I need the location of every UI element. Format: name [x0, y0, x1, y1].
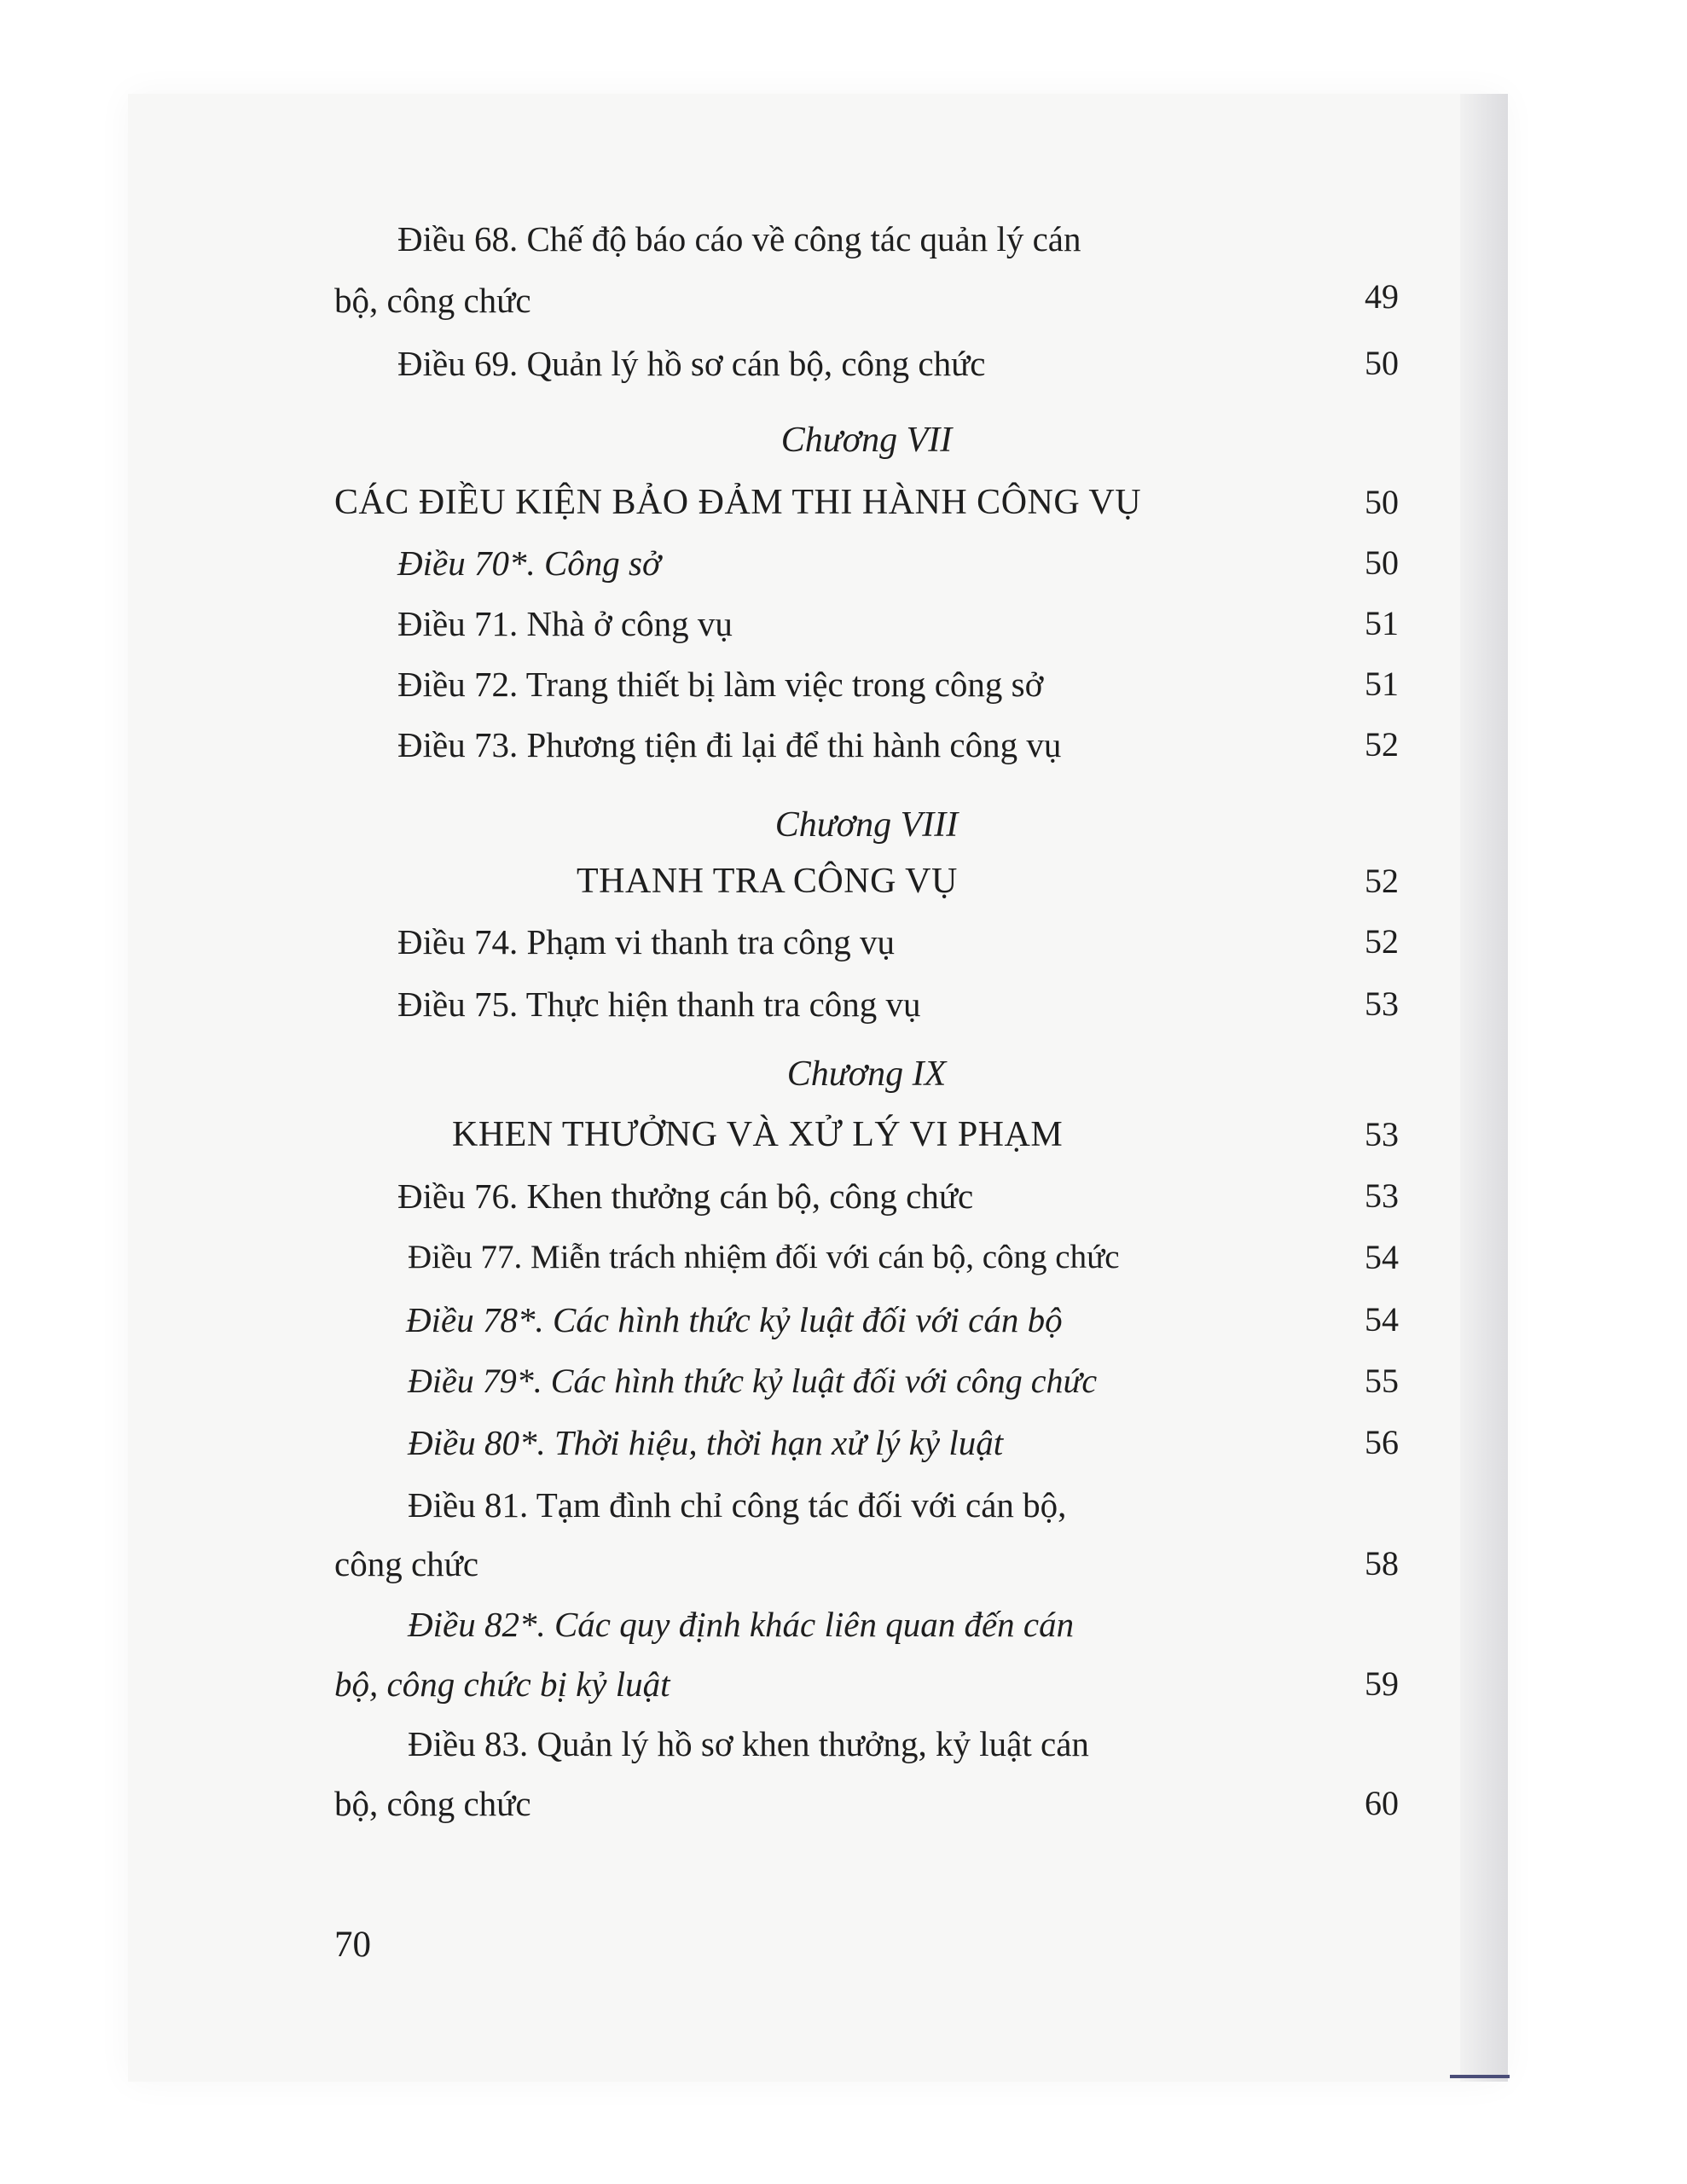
chapter-8-title: THANH TRA CÔNG VỤ: [577, 862, 958, 901]
chapter-9-title: KHEN THƯỞNG VÀ XỬ LÝ VI PHẠM: [452, 1115, 1064, 1154]
chapter-8-page: 52: [1365, 862, 1399, 900]
toc-entry-83-page: 60: [1365, 1784, 1399, 1822]
toc-entry-77-title: Điều 77. Miễn trách nhiệm đối với cán bộ, công chức: [408, 1239, 1120, 1275]
toc-entry-81-page: 58: [1365, 1544, 1399, 1583]
toc-entry-73-page: 52: [1365, 725, 1399, 764]
toc-entry-78-title: Điều 78*. Các hình thức kỷ luật đối với cán bộ: [406, 1300, 1063, 1339]
toc-entry-72-page: 51: [1365, 665, 1399, 703]
toc-entry-83-line1: Điều 83. Quản lý hồ sơ khen thưởng, kỷ luật cán: [408, 1724, 1089, 1763]
toc-entry-70-title: Điều 70*. Công sở: [397, 543, 661, 583]
toc-entry-77-page: 54: [1365, 1238, 1399, 1276]
toc-entry-81-line2: công chức: [334, 1544, 479, 1583]
chapter-7-label: Chương VII: [780, 421, 953, 460]
toc-entry-79-title: Điều 79*. Các hình thức kỷ luật đối với công chức: [408, 1362, 1098, 1400]
toc-entry-68-line1: Điều 68. Chế độ báo cáo về công tác quản lý cán: [397, 219, 1081, 258]
toc-entry-73-title: Điều 73. Phương tiện đi lại để thi hành công vụ: [397, 725, 1062, 764]
toc-entry-71-title: Điều 71. Nhà ở công vụ: [397, 604, 733, 643]
toc-entry-75-title: Điều 75. Thực hiện thanh tra công vụ: [397, 985, 921, 1024]
chapter-9-label: Chương IX: [786, 1054, 947, 1094]
chapter-9-page: 53: [1365, 1115, 1399, 1153]
toc-entry-82-page: 59: [1365, 1664, 1399, 1703]
chapter-7-title: CÁC ĐIỀU KIỆN BẢO ĐẢM THI HÀNH CÔNG VỤ: [334, 483, 1142, 522]
page-edge-shadow: [1460, 94, 1508, 2082]
toc-entry-79-page: 55: [1365, 1362, 1399, 1400]
toc-entry-71-page: 51: [1365, 604, 1399, 642]
toc-entry-82-line1: Điều 82*. Các quy định khác liên quan đến cán: [408, 1605, 1075, 1644]
toc-entry-68-page: 49: [1365, 277, 1399, 316]
toc-entry-78-page: 54: [1365, 1300, 1399, 1339]
toc-entry-76-title: Điều 76. Khen thưởng cán bộ, công chức: [397, 1176, 974, 1216]
page-number: 70: [334, 1925, 371, 1965]
chapter-7-page: 50: [1365, 483, 1399, 521]
toc-entry-81-line1: Điều 81. Tạm đình chỉ công tác đối với cán bộ,: [408, 1485, 1067, 1525]
toc-entry-82-line2: bộ, công chức bị kỷ luật: [334, 1664, 670, 1704]
page-edge-line: [1450, 2075, 1510, 2078]
toc-entry-69-page: 50: [1365, 344, 1399, 382]
toc-entry-80-page: 56: [1365, 1423, 1399, 1461]
toc-entry-80-title: Điều 80*. Thời hiệu, thời hạn xử lý kỷ luật: [408, 1423, 1004, 1462]
toc-entry-76-page: 53: [1365, 1176, 1399, 1215]
toc-entry-68-line2: bộ, công chức: [334, 281, 531, 320]
toc-entry-75-page: 53: [1365, 985, 1399, 1023]
toc-entry-72-title: Điều 72. Trang thiết bị làm việc trong công sở: [397, 665, 1044, 704]
toc-entry-69-title: Điều 69. Quản lý hồ sơ cán bộ, công chức: [397, 344, 986, 383]
toc-entry-70-page: 50: [1365, 543, 1399, 582]
toc-entry-83-line2: bộ, công chức: [334, 1784, 531, 1823]
toc-entry-74-title: Điều 74. Phạm vi thanh tra công vụ: [397, 922, 896, 961]
chapter-8-label: Chương VIII: [774, 805, 959, 845]
toc-entry-74-page: 52: [1365, 922, 1399, 961]
